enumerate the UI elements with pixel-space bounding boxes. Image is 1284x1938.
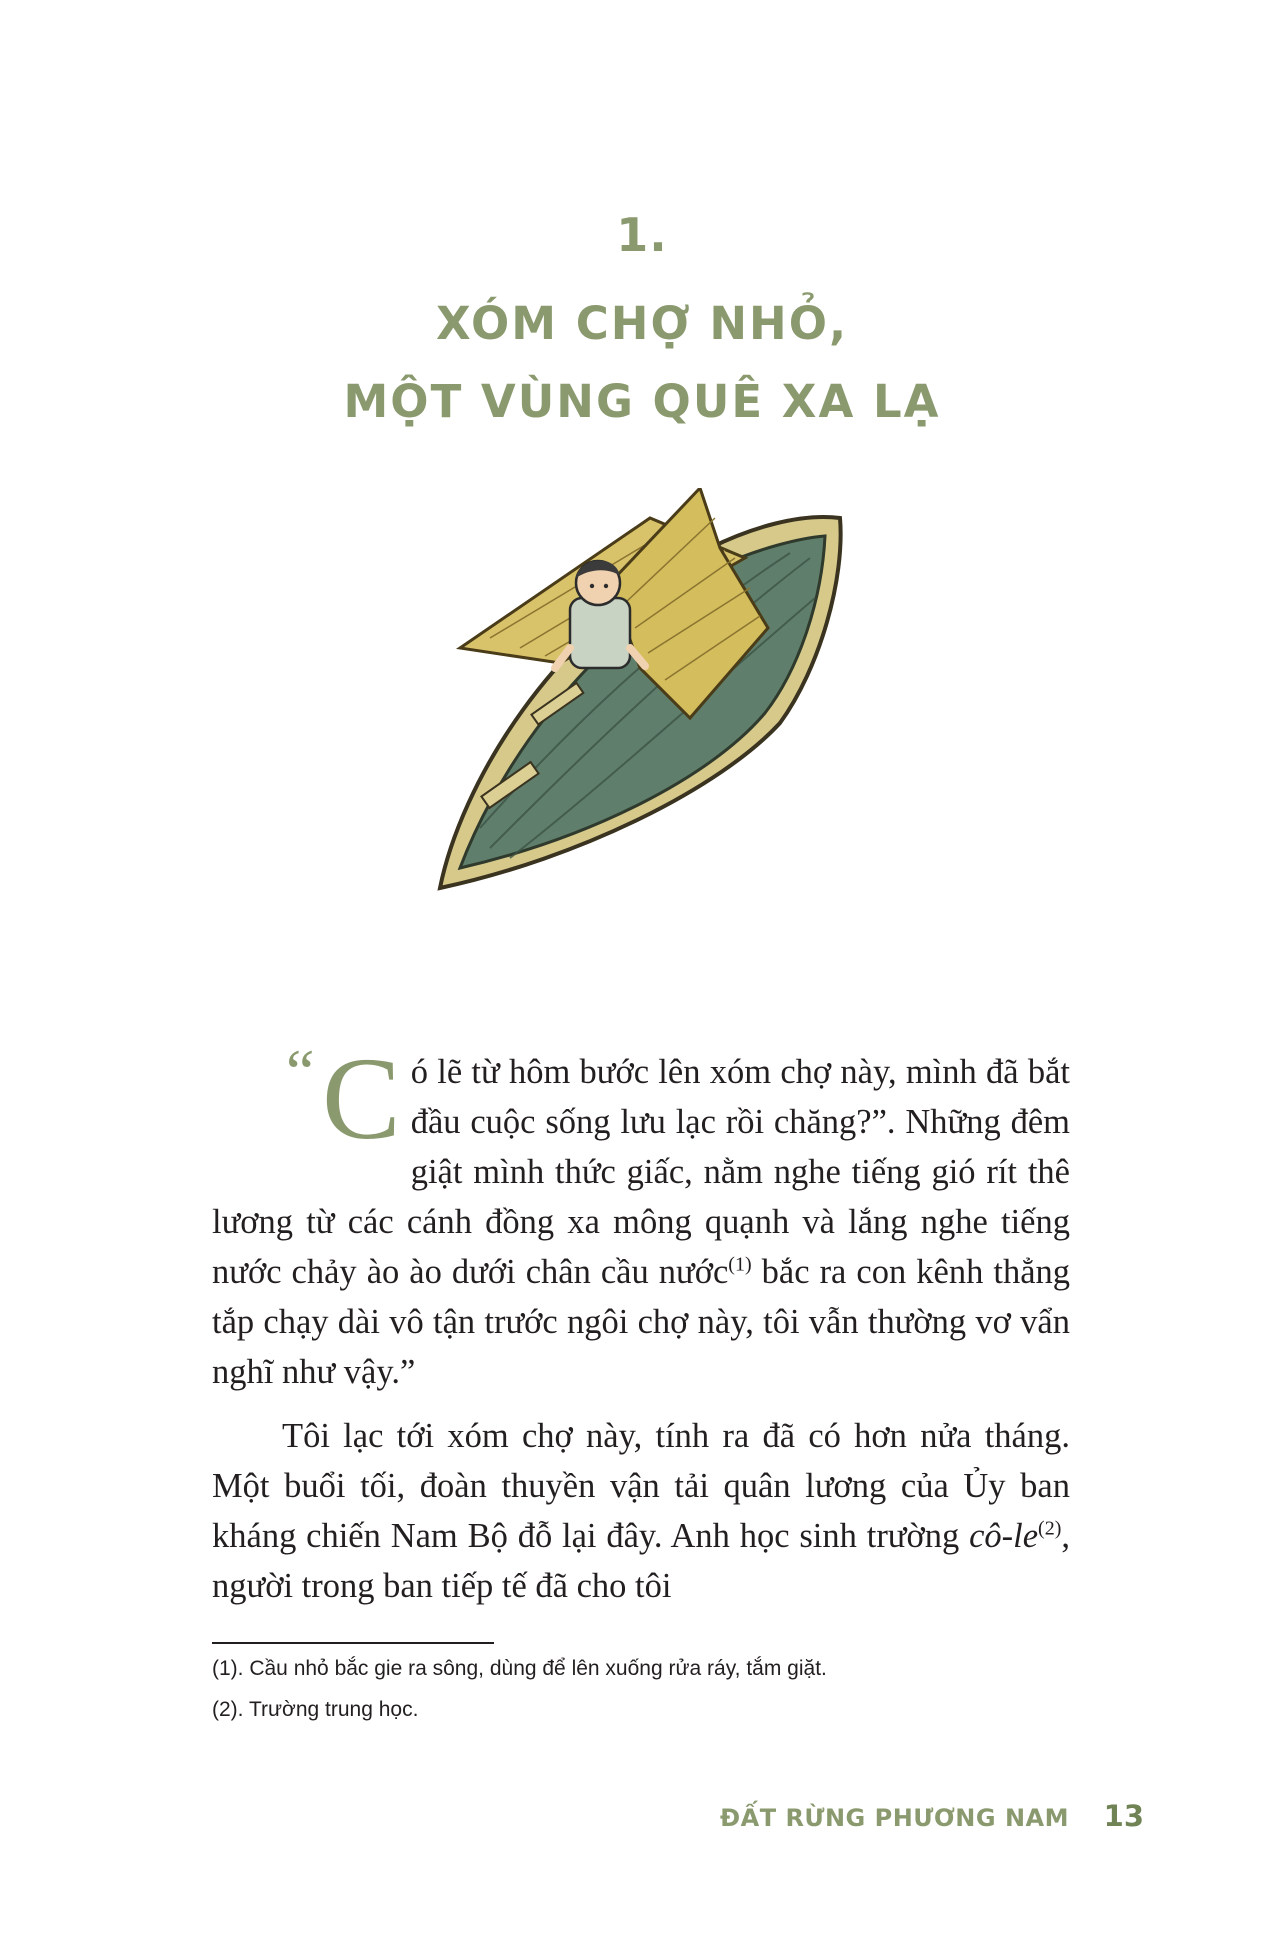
paragraph-1	[212, 1033, 1071, 1397]
drop-cap: C	[322, 1033, 401, 1164]
paragraph-2-text-b: , người trong ban tiếp tế đã cho tôi	[212, 1517, 1070, 1605]
paragraph-1-text-a: ó lẽ từ hôm bước lên xóm chợ này, mình đã bắt đầu cuộc sống lưu lạc rồi chăng?”. Những đêm giật mình thức giấc, nằm nghe tiếng gió rít thê lương từ các cánh đồng xa mông quạnh và lắng nghe tiếng nước chảy ào ào dưới chân cầu nước	[212, 1053, 1070, 1291]
opening-quote-mark: “	[286, 1036, 315, 1107]
boat-illustration	[420, 488, 880, 908]
chapter-title-line-2: MỘT VÙNG QUÊ XA LẠ	[343, 375, 941, 428]
paragraph-2-text-a: Tôi lạc tới xóm chợ này, tính ra đã có hơn nửa tháng. Một buổi tối, đoàn thuyền vận tải quân lương của Ủy ban kháng chiến Nam Bộ đỗ lại đây. Anh học sinh trường	[212, 1417, 1070, 1555]
footnote-divider	[212, 1642, 494, 1644]
paragraph-1-text-b: bắc ra con kênh thẳng tắp chạy dài vô tận trước ngôi chợ này, tôi vẫn thường vơ vẩn nghĩ như vậy.”	[212, 1253, 1071, 1391]
page-number: 13	[1103, 1799, 1144, 1833]
chapter-number: 1.	[616, 208, 668, 262]
footnote-marker-1: (1)	[728, 1253, 752, 1276]
chapter-title-line-1: XÓM CHỢ NHỎ,	[435, 297, 849, 350]
chapter-title	[0, 285, 1284, 441]
paragraph-2	[212, 1411, 1070, 1611]
footnote-marker-2: (2)	[1038, 1517, 1062, 1540]
footnote-1: (1). Cầu nhỏ bắc gie ra sông, dùng để lên xuống rửa ráy, tắm giặt.	[212, 1657, 827, 1680]
footnote-2: (2). Trường trung học.	[212, 1698, 419, 1721]
paragraph-2-italic: cô-le	[969, 1517, 1039, 1555]
running-head-book-title: ĐẤT RỪNG PHƯƠNG NAM	[720, 1804, 1069, 1832]
